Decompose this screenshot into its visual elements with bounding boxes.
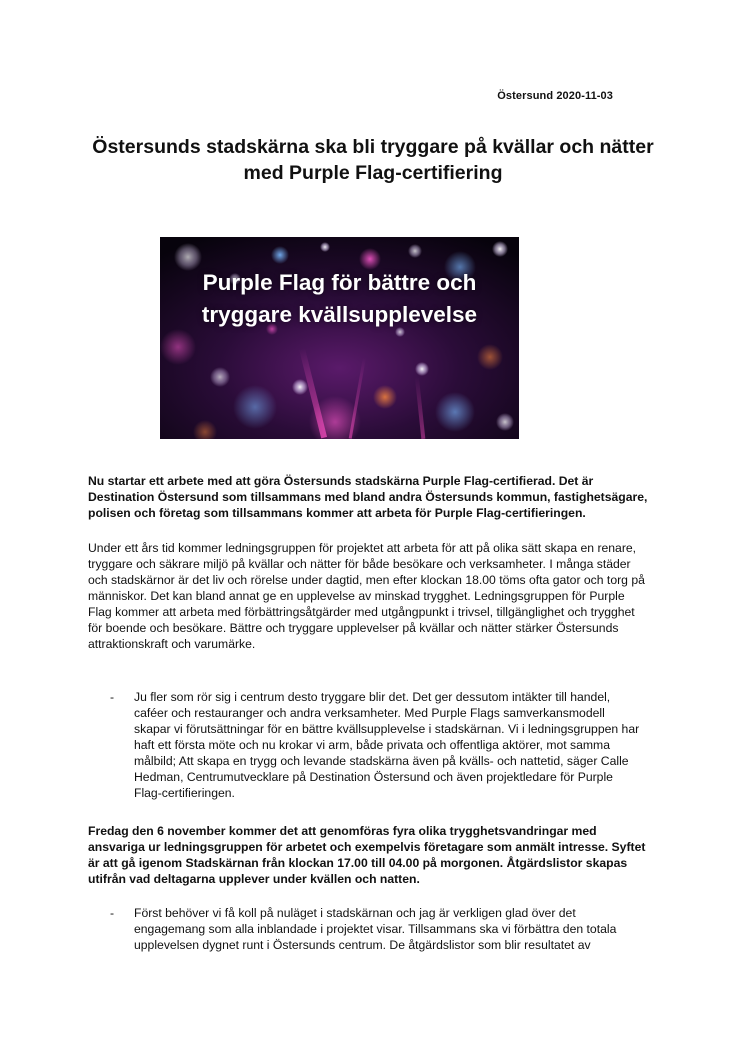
hero-line-1: Purple Flag för bättre och	[202, 270, 477, 295]
hero-image	[160, 237, 519, 439]
dateline: Östersund 2020-11-03	[497, 90, 613, 102]
hero-headline	[160, 267, 519, 331]
quote-text-2: Först behöver vi få koll på nuläget i stadskärnan och jag är verkligen glad över det engagemang som alla inblandade i projektet visar. Tillsammans ska vi förbättra den totala upplevelsen dygnet runt i Östersunds centrum. De åtgärdslistor som blir resultatet av	[134, 906, 617, 952]
lead-paragraph: Nu startar ett arbete med att göra Östersunds stadskärna Purple Flag-certifierad. Det är Destination Östersund som tillsammans med bland andra Östersunds kommun, fastighetsägare, polisen och företag som tillsammans kommer att arbeta för Purple Flag-certifieringen.	[88, 474, 648, 520]
lead-paragraph-2: Fredag den 6 november kommer det att genomföras fyra olika trygghetsvandringar med ansvariga ur ledningsgruppen för arbetet och exempelvis företagare som anmält intresse. Syftet är att gå igenom Stadskärnan från klockan 17.00 till 04.00 på morgonen. Åtgärdslistor skapas utifrån vad deltagarna upplever under kvällen och natten.	[88, 824, 646, 886]
title-line-2: med Purple Flag-certifiering	[243, 162, 503, 184]
bullet-dash: -	[110, 906, 115, 920]
hero-line-2: tryggare kvällsupplevelse	[201, 302, 478, 327]
body-paragraph-2: Under ett års tid kommer ledningsgruppen för projektet att arbeta för att på olika sätt skapa en renare, tryggare och säkrare miljö på kvällar och nätter för både besökare och verksamheter. I många städer och stadskärnor är det liv och rörelse under dagtid, men efter klockan 18.00 töms ofta gator och torg på människor. Det kan bland annat ge en upplevelse av minskad trygghet. Ledningsgruppen för Purple Flag kommer att arbeta med förbättringsåtgärder med utgångpunkt i trivsel, tillgänglighet och trygghet för boende och besökare. Bättre och tryggare upplevelser på kvällar och nätter stärker Östersunds attraktionskraft och varumärke.	[88, 541, 645, 651]
bullet-dash: -	[110, 690, 115, 704]
document-title	[60, 134, 686, 186]
quote-text-1: Ju fler som rör sig i centrum desto tryggare blir det. Det ger dessutom intäkter till handel, caféer och restauranger och andra verksamheter. Med Purple Flags samverkansmodell skapar vi förutsättningar för en bättre kvällsupplevelse i stadskärnan. Vi i ledningsgruppen har haft ett första möte och nu krokar vi arm, både privata och offentliga aktörer, mot samma målbild; Att skapa en trygg och levande stadskärna även på kvälls- och nattetid, säger Calle Hedman, Centrumutvecklare på Destination Östersund och även projektledare för Purple Flag-certifieringen.	[134, 690, 640, 800]
title-line-1: Östersunds stadskärna ska bli tryggare på kvällar och nätter	[92, 136, 654, 158]
